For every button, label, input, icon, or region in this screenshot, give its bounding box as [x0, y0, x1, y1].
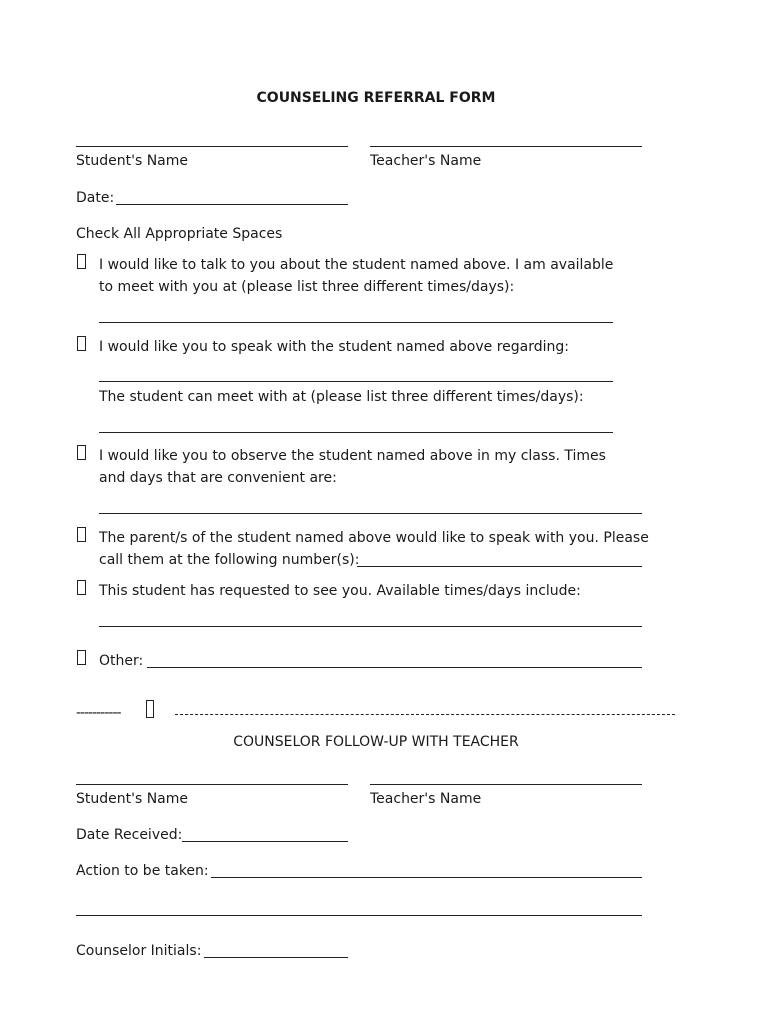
student-name-field[interactable] — [76, 146, 348, 147]
page-title: COUNSELING REFERRAL FORM — [256, 90, 496, 106]
option-speak-text-1: I would like you to speak with the student named above regarding: — [99, 339, 570, 355]
teacher-name-field[interactable] — [370, 146, 642, 147]
option-speak-text-2: The student can meet with at (please list three different times/days): — [99, 389, 584, 405]
option-talk-text-1: I would like to talk to you about the student named above. I am available — [99, 257, 614, 273]
followup-teacher-name-field[interactable] — [370, 784, 642, 785]
counselor-initials-label: Counselor Initials: — [76, 943, 202, 959]
followup-student-name-label: Student's Name — [76, 791, 189, 807]
option-observe-text-2: and days that are convenient are: — [99, 470, 337, 486]
option-talk-text-2: to meet with you at (please list three different times/days): — [99, 279, 515, 295]
followup-student-name-field[interactable] — [76, 784, 348, 785]
followup-heading: COUNSELOR FOLLOW-UP WITH TEACHER — [233, 734, 519, 750]
speak-times-field[interactable] — [99, 432, 613, 433]
date-label: Date: — [76, 190, 115, 206]
checkbox-parent[interactable] — [77, 527, 86, 542]
cut-line-left: ----------- — [76, 705, 121, 721]
cut-line-right — [175, 714, 675, 715]
checkbox-talk[interactable] — [77, 254, 86, 269]
action-field[interactable] — [211, 877, 642, 878]
checkbox-other[interactable] — [77, 650, 86, 665]
date-received-field[interactable] — [182, 841, 348, 842]
observe-times-field[interactable] — [99, 513, 642, 514]
option-request-text-1: This student has requested to see you. Available times/days include: — [99, 583, 581, 599]
checkbox-observe[interactable] — [77, 445, 86, 460]
student-name-label: Student's Name — [76, 153, 189, 169]
action-label: Action to be taken: — [76, 863, 209, 879]
date-received-label: Date Received: — [76, 827, 183, 843]
checkbox-student-request[interactable] — [77, 580, 86, 595]
teacher-name-label: Teacher's Name — [370, 153, 482, 169]
talk-times-field[interactable] — [99, 322, 613, 323]
checkbox-speak[interactable] — [77, 336, 86, 351]
date-field[interactable] — [116, 204, 348, 205]
option-parent-text-1: The parent/s of the student named above would like to speak with you. Please — [99, 530, 649, 546]
check-instructions: Check All Appropriate Spaces — [76, 226, 283, 242]
counselor-initials-field[interactable] — [204, 957, 348, 958]
parent-number-field[interactable] — [357, 566, 642, 567]
option-parent-text-2: call them at the following number(s): — [99, 552, 360, 568]
action-field-continued[interactable] — [76, 915, 642, 916]
other-field[interactable] — [147, 667, 642, 668]
speak-regarding-field[interactable] — [99, 381, 613, 382]
option-observe-text-1: I would like you to observe the student named above in my class. Times — [99, 448, 606, 464]
followup-teacher-name-label: Teacher's Name — [370, 791, 482, 807]
scissors-icon — [146, 700, 154, 718]
request-times-field[interactable] — [99, 626, 642, 627]
option-other-label: Other: — [99, 653, 144, 669]
